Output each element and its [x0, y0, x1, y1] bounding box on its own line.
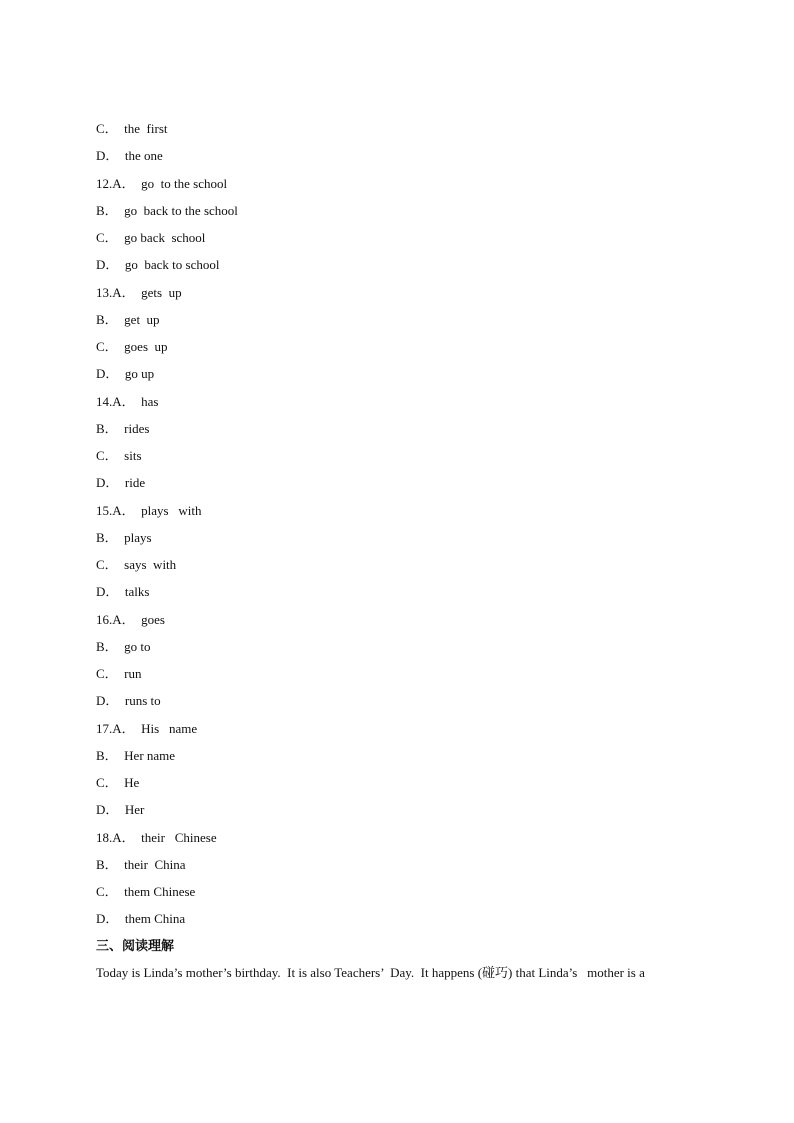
option-line: C． them Chinese [96, 884, 196, 899]
option-line: C． run [96, 666, 142, 681]
option-line: 16.A． goes [96, 611, 165, 627]
option-line: C． sits [96, 448, 142, 463]
option-line: 13.A． gets up [96, 284, 182, 300]
section-heading: 三、阅读理解 [96, 939, 175, 954]
option-line: C． goes up [96, 339, 168, 354]
option-line: 15.A． plays with [96, 502, 202, 518]
option-line: B． their China [96, 856, 186, 872]
option-line: D． go back to school [96, 257, 220, 273]
option-line: B． rides [96, 420, 150, 436]
option-line: 12.A． go to the school [96, 175, 228, 191]
option-line: B． get up [96, 311, 160, 327]
option-line: B． plays [96, 529, 152, 545]
option-line: B． go to [96, 638, 151, 654]
option-line: D． runs to [96, 693, 161, 709]
option-line: 14.A． has [96, 393, 159, 409]
option-line: D． Her [96, 802, 145, 818]
answer-options-list [96, 119, 736, 937]
option-line: D． the one [96, 148, 163, 164]
option-line: C． the first [96, 121, 168, 136]
option-line: D． them China [96, 911, 186, 927]
reading-passage-first-line: Today is Linda’s mother’s birthday. It is also Teachers’ Day. It happens (碰巧) that Linda’s mother is a [96, 965, 645, 980]
option-line: D． ride [96, 475, 146, 491]
option-line: D． talks [96, 584, 150, 600]
option-line: 18.A． their Chinese [96, 829, 217, 845]
option-line: B． Her name [96, 747, 176, 763]
option-line: C． says with [96, 557, 177, 572]
option-line: B． go back to the school [96, 202, 238, 218]
option-line: 17.A． His name [96, 720, 198, 736]
option-line: C． go back school [96, 230, 206, 245]
option-line: C． He [96, 775, 140, 790]
option-line: D． go up [96, 366, 155, 382]
